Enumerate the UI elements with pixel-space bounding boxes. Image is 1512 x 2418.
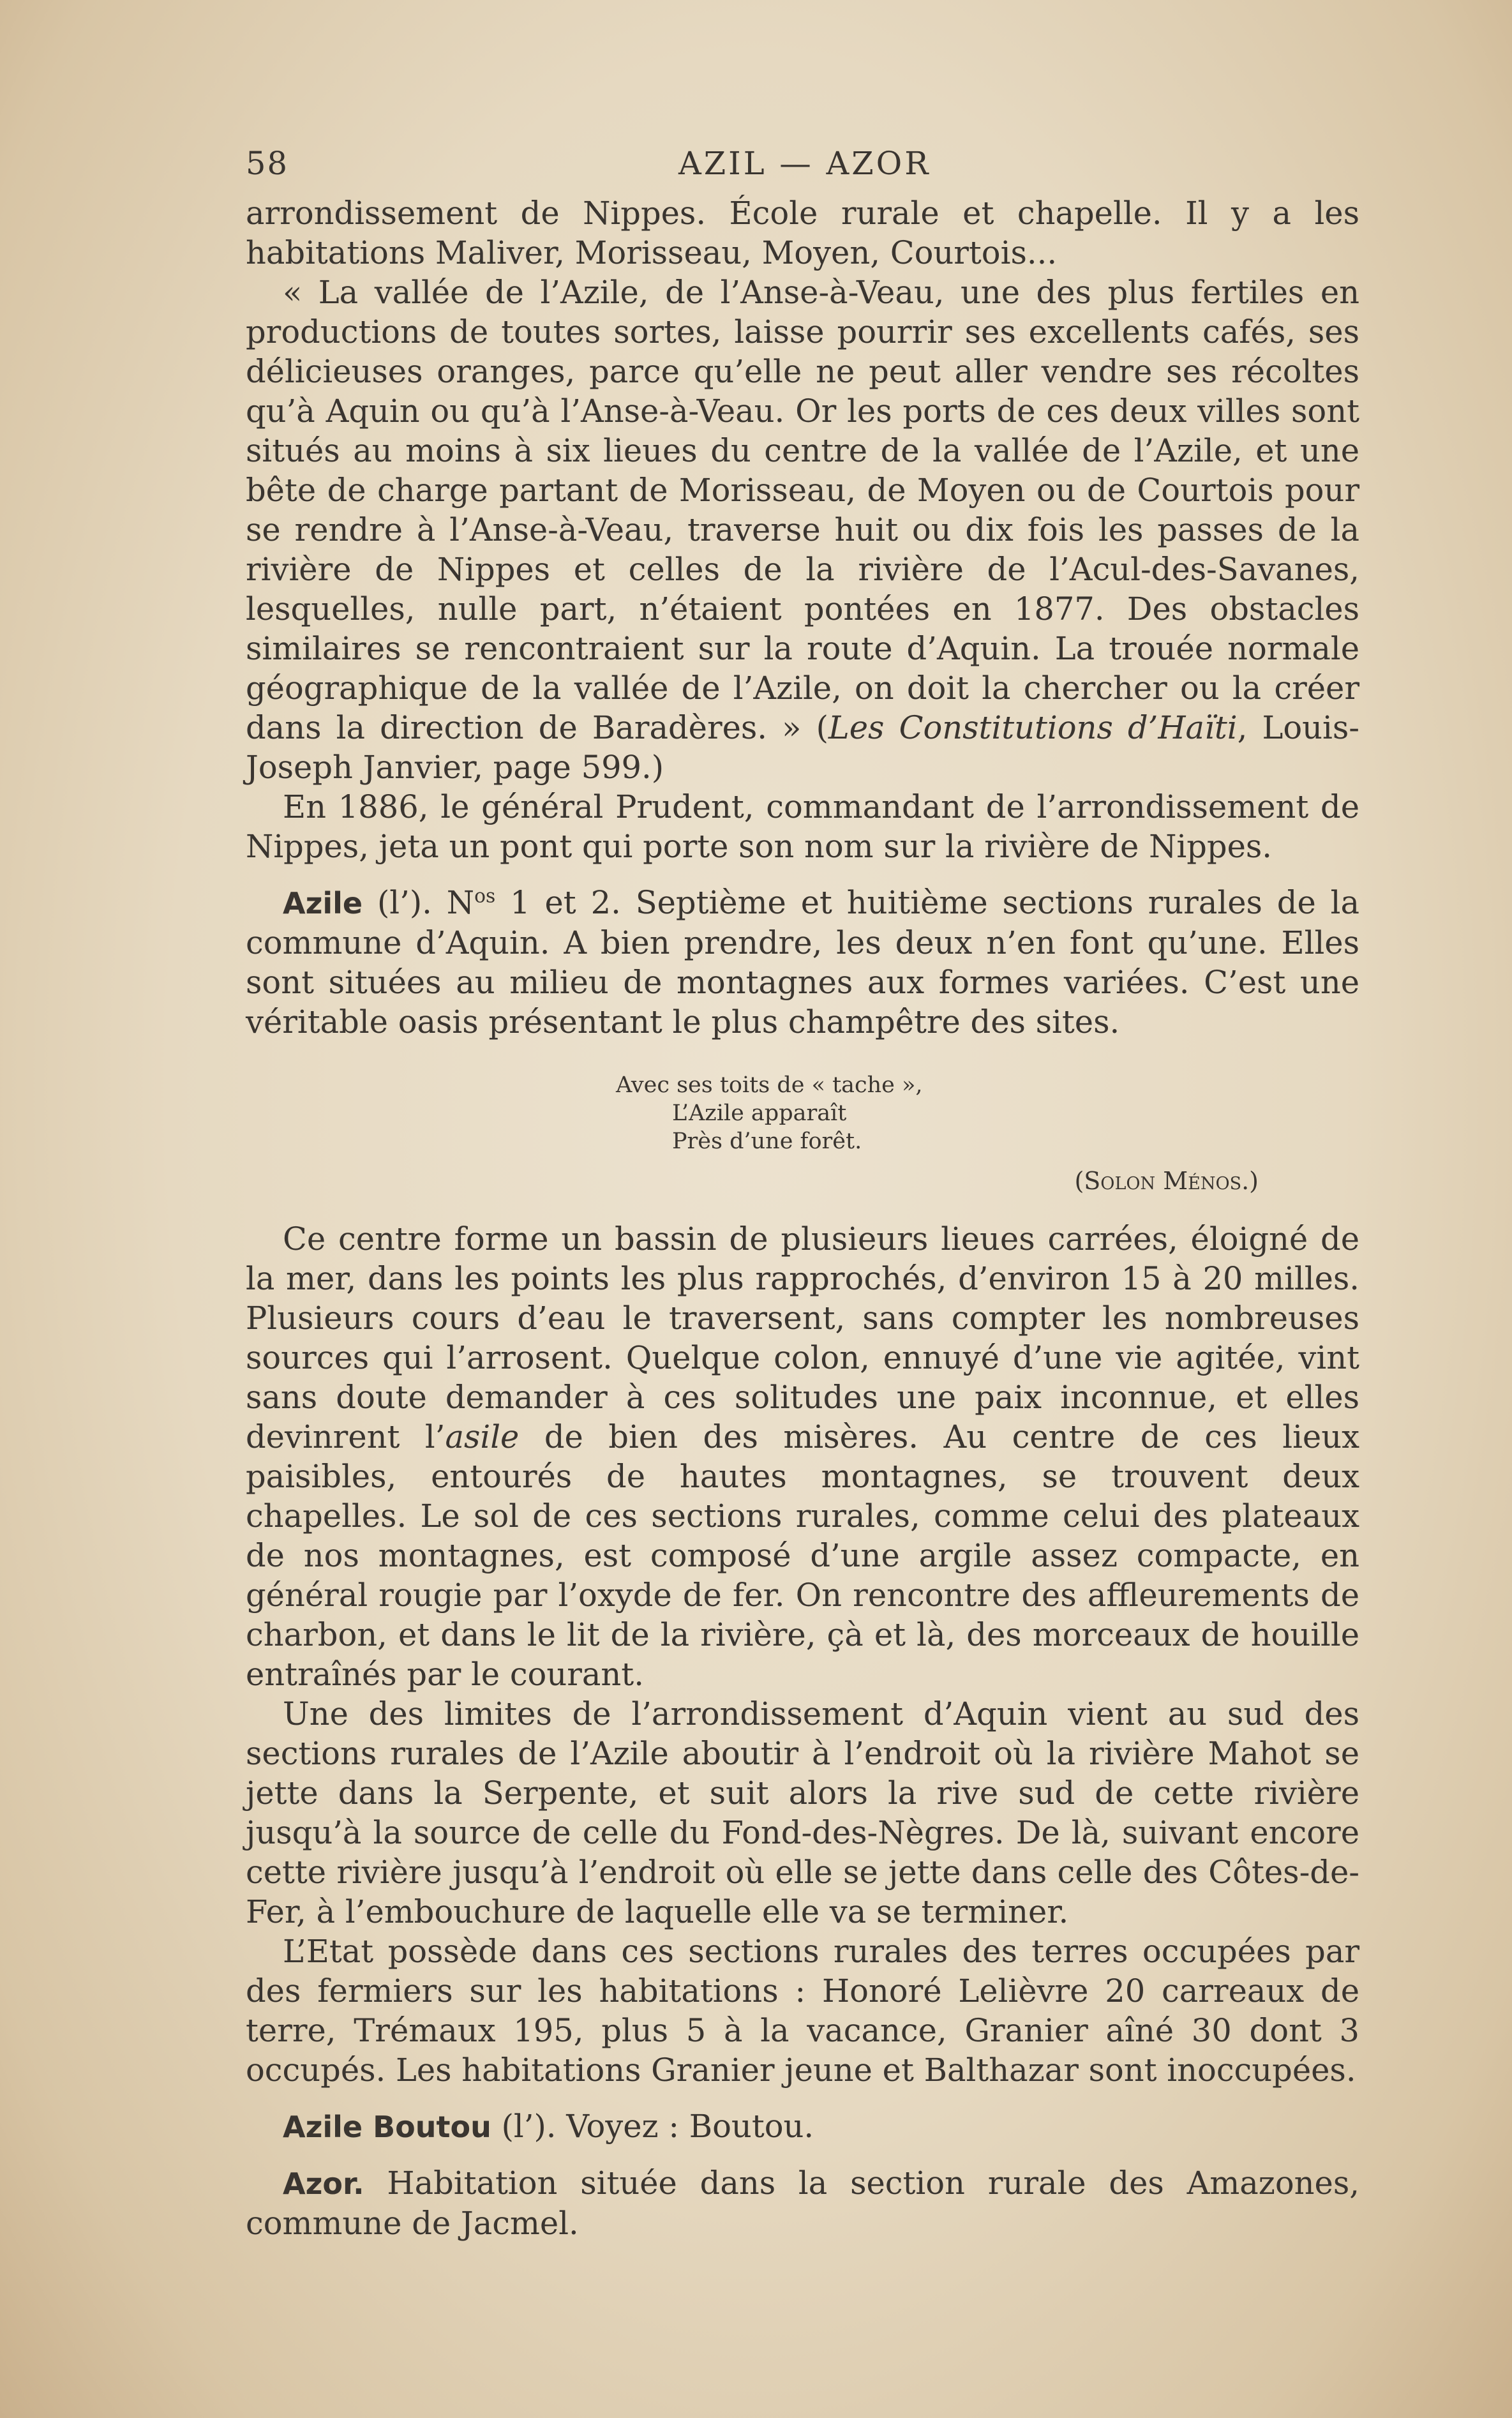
paragraph: Une des limites de l’arrondissement d’Aquin vient au sud des sections rurales de l’Azile aboutir à l’endroit où la rivière Mahot se jette dans la Serpente, et suit alors la rive sud de cette rivière jusqu’à la source de celle du Fond-des-Nègres. De là, suivant encore cette rivière jusqu’à l’endroit où elle se jette dans celle des Côtes-de-Fer, à l’embouchure de laquelle elle va se terminer. (246, 1695, 1359, 1930)
poem-line: L’Azile apparaît (672, 1100, 847, 1126)
running-header (246, 144, 1359, 187)
poem-line: Près d’une forêt. (672, 1129, 862, 1154)
text-run: Ce centre forme un bassin de plusieurs lieues carrées, éloigné de la mer, dans les points les plus rapprochés, d’environ 15 à 20 milles. Plusieurs cours d’eau le traversent, sans compter les nombreuses sources qui l’arrosent. Quelque colon, ennuyé d’une vie agitée, vint sans doute demander à ces solitudes une paix inconnue, et elles devinrent l’ (246, 1220, 1359, 1455)
quoted-paragraph (246, 273, 1359, 787)
paragraph: En 1886, le général Prudent, commandant de l’arrondissement de Nippes, jeta un pont qui porte son nom sur la rivière de Nippes. (246, 788, 1359, 865)
citation-title: Les Constitutions d’Haïti (828, 709, 1238, 746)
entry-text: Habitation située dans la section rurale des Amazones, commune de Jacmel. (246, 2165, 1359, 2242)
paragraph (246, 1219, 1359, 1694)
page-number: 58 (246, 145, 288, 182)
paragraph: arrondissement de Nippes. École rurale et chapelle. Il y a les habitations Maliver, Morisseau, Moyen, Courtois... (246, 195, 1359, 271)
poem-line: Avec ses toits de « tache », (616, 1072, 923, 1098)
entry-superscript: os (474, 885, 496, 908)
paragraph: L’Etat possède dans ces sections rurales des terres occupées par des fermiers sur les habitations : Honoré Lelièvre 20 carreaux de terre, Trémaux 195, plus 5 à la vacance, Granier aîné 30 dont 3 occupés. Les habitations Granier jeune et Balthazar sont inoccupées. (246, 1933, 1359, 2089)
entry-text: 1 et 2. Septième et huitième sections rurales de la commune d’Aquin. A bien prendre, les deux n’en font qu’une. Elles sont situées au milieu de montagnes aux formes variées. C’est une véritable oasis présentant le plus champêtre des sites. (246, 884, 1359, 1040)
running-title: AZIL — AZOR (678, 145, 931, 182)
italic-word: asile (445, 1418, 520, 1455)
text-run: de bien des misères. Au centre de ces lieux paisibles, entourés de hautes montagnes, se trouvent deux chapelles. Le sol de ces sections rurales, comme celui des plateaux de nos montagnes, est composé d’une argile assez compacte, en général rougie par l’oxyde de fer. On rencontre des affleurements de charbon, et dans le lit de la rivière, çà et là, des morceaux de houille entraînés par le courant. (246, 1418, 1359, 1693)
entry-headword: Azile (283, 886, 363, 920)
entry-azile-boutou (246, 2106, 1359, 2147)
poem-author: (Solon Ménos.) (1074, 1167, 1259, 1195)
entry-headword: Azor. (283, 2166, 364, 2201)
poem (616, 1071, 1359, 1155)
entry-article: (l’). N (363, 884, 475, 921)
entry-text: (l’). Voyez : Boutou. (491, 2108, 814, 2145)
text-block (246, 144, 1359, 2243)
entry-azile (246, 883, 1359, 1042)
entry-azor (246, 2163, 1359, 2243)
quote-text: « La vallée de l’Azile, de l’Anse-à-Veau, une des plus fertiles en productions de toutes sortes, laisse pourrir ses excellents cafés, ses délicieuses oranges, parce qu’elle ne peut aller vendre ses récoltes qu’à Aquin ou qu’à l’Anse-à-Veau. Or les ports de ces deux villes sont situés au moins à six lieues du centre de la vallée de l’Azile, et une bête de charge partant de Morisseau, de Moyen ou de Courtois pour se rendre à l’Anse-à-Veau, traverse huit ou dix fois les passes de la rivière de Nippes et celles de la rivière de l’Acul-des-Savanes, lesquelles, nulle part, n’étaient pontées en 1877. Des obstacles similaires se rencontraient sur la route d’Aquin. La trouée normale géographique de la vallée de l’Azile, on doit la chercher ou la créer dans la direction de Baradères. » ( (246, 274, 1359, 746)
entry-headword: Azile Boutou (283, 2110, 491, 2144)
citation-rest: , Louis-Joseph Janvier, page 599.) (246, 709, 1359, 786)
